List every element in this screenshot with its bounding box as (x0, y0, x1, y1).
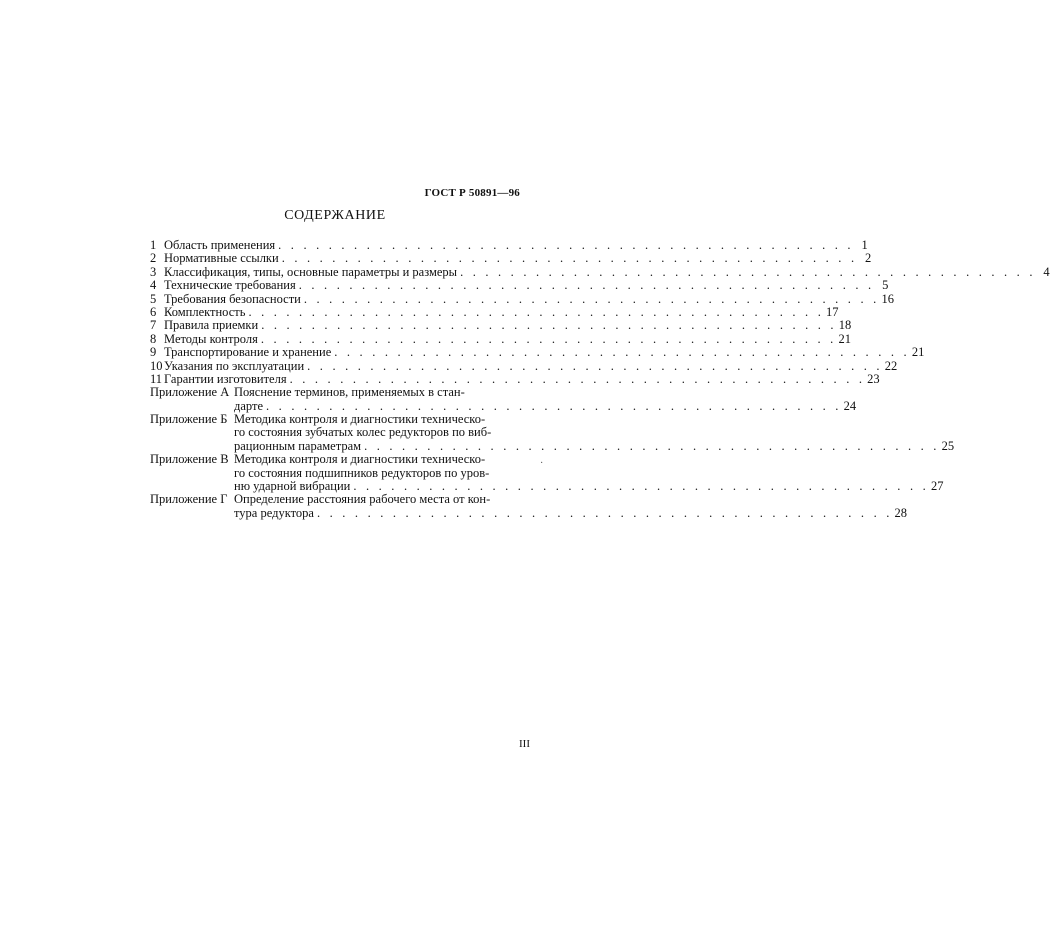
toc-entry[interactable] (150, 251, 872, 266)
toc-entry[interactable] (150, 304, 839, 319)
appendix-title-line: Методика контроля и диагностики техническо- (234, 412, 486, 427)
appendix-title-line: рационным параметрам (234, 438, 362, 453)
appendix-page: 27 (930, 479, 944, 494)
page-title: СОДЕРЖАНИЕ (284, 208, 386, 223)
toc-leader-dots: . . . . . . . . . . . . . . . . . . . . . . . . . . . . . . . . . . . . . . . . . . . . . . (307, 358, 883, 373)
toc-entry-page: 23 (867, 371, 880, 386)
toc-entry[interactable] (150, 238, 868, 252)
toc-entry-title: Нормативные ссылки (164, 251, 279, 266)
toc-entry-title: Гарантии изготовителя (164, 371, 287, 386)
appendix-title-line: го состояния зубчатых колес редукторов по виб- (234, 425, 492, 440)
stray-mark: · (540, 458, 544, 469)
toc-entry-number: 3 (150, 264, 157, 279)
toc-leader-dots: . . . . . . . . . . . . . . . . . . . . . . . . . . . . . . . . . . . . . . . . . . . . . . (334, 345, 910, 360)
appendix-title-line: Определение расстояния рабочего места от кон- (234, 492, 491, 507)
toc-entry-title: Указания по эксплуатации (164, 358, 305, 373)
toc-entry-number: 11 (150, 371, 163, 386)
toc-leader-dots: . . . . . . . . . . . . . . . . . . . . . . . . . . . . . . . . . . . . . . . . . . . . . . (248, 304, 825, 319)
appendix-label: Приложение В (150, 452, 229, 467)
toc-leader-dots: . . . . . . . . . . . . . . . . . . . . . . . . . . . . . . . . . . . . . . . . . . . . . . (364, 438, 940, 453)
toc-entry-page: 2 (865, 251, 872, 266)
toc-leader-dots: . . . . . . . . . . . . . . . . . . . . . . . . . . . . . . . . . . . . . . . . . . . . . . (278, 238, 854, 252)
toc-leader-dots: . . . . . . . . . . . . . . . . . . . . . . . . . . . . . . . . . . . . . . . . . . . . . . (298, 278, 875, 293)
toc-entry[interactable] (150, 331, 851, 346)
toc-leader-dots: . . . . . . . . . . . . . . . . . . . . . . . . . . . . . . . . . . . . . . . . . . . . . . (289, 371, 866, 386)
toc-leader-dots: . . . . . . . . . . . . . . . . . . . . . . . . . . . . . . . . . . . . . . . . . . . . . . (316, 505, 893, 520)
toc-entry-number: 9 (150, 345, 157, 360)
toc-entry-number: 2 (150, 251, 157, 266)
toc-entry-number: 8 (150, 331, 157, 346)
toc-entry-page: 5 (882, 278, 889, 293)
toc-entry-number: 7 (150, 318, 157, 333)
toc-entry-number: 1 (150, 238, 157, 252)
toc-entry-title: Технические требования (164, 278, 296, 293)
toc-leader-dots: . . . . . . . . . . . . . . . . . . . . . . . . . . . . . . . . . . . . . . . . . . . . . . (266, 398, 842, 413)
toc-entry-page: 21 (838, 331, 851, 346)
toc-entry-number: 5 (150, 291, 157, 306)
appendix-entry[interactable] (150, 492, 908, 520)
appendix-title-line: Методика контроля и диагностики техническо- (234, 452, 486, 467)
toc-entry-page: 17 (826, 304, 839, 319)
appendix-page: 25 (941, 438, 955, 453)
appendix-title-line: дарте (234, 398, 264, 413)
toc-entry-page: 4 (1043, 264, 1050, 279)
appendix-label: Приложение Б (150, 412, 228, 427)
appendix-entry[interactable] (150, 412, 955, 453)
toc-entry-title: Требования безопасности (164, 291, 301, 306)
standard-designation: ГОСТ Р 50891—96 (424, 187, 520, 199)
toc-entry-title: Классификация, типы, основные параметры и размеры (164, 264, 458, 279)
page-number: III (519, 738, 530, 750)
appendix-page: 24 (843, 398, 857, 413)
toc-leader-dots: . . . . . . . . . . . . . . . . . . . . . . . . . . . . . . . . . . . . . . . . . . . . . . (353, 479, 929, 494)
toc-entry[interactable] (150, 371, 880, 386)
toc-leader-dots: . . . . . . . . . . . . . . . . . . . . . . . . . . . . . . . . . . . . . . . . . . . . . . (281, 251, 858, 266)
appendix-entry[interactable] (150, 452, 944, 494)
toc-entry[interactable] (150, 358, 898, 373)
toc-entry-title: Транспортирование и хранение (164, 345, 332, 360)
toc-entry-number: 4 (150, 278, 157, 293)
toc-entry-page: 22 (884, 358, 898, 373)
toc-entry[interactable] (150, 345, 925, 360)
appendix-title-line: ню ударной вибрации (234, 479, 351, 494)
toc-entry-number: 6 (150, 304, 157, 319)
toc-leader-dots: . . . . . . . . . . . . . . . . . . . . . . . . . . . . . . . . . . . . . . . . . . . . . . (260, 331, 837, 346)
toc-entry-page: 1 (861, 238, 868, 252)
table-of-contents (150, 238, 1050, 520)
appendix-title-line: Пояснение терминов, применяемых в стан- (234, 385, 465, 400)
toc-entry-title: Комплектность (164, 304, 246, 319)
appendix-page: 28 (894, 505, 908, 520)
toc-entry[interactable] (150, 291, 894, 306)
toc-entry-number: 10 (150, 358, 163, 373)
toc-entry[interactable] (150, 264, 1050, 279)
appendix-entry[interactable] (150, 385, 857, 413)
toc-leader-dots: . . . . . . . . . . . . . . . . . . . . . . . . . . . . . . . . . . . . . . . . . . . . . . (460, 264, 1036, 279)
appendix-title-line: тура редуктора (234, 505, 314, 520)
toc-entry[interactable] (150, 278, 889, 293)
toc-leader-dots: . . . . . . . . . . . . . . . . . . . . . . . . . . . . . . . . . . . . . . . . . . . . . . (261, 318, 837, 333)
toc-entry[interactable] (150, 318, 852, 333)
toc-entry-title: Правила приемки (164, 318, 259, 333)
toc-entry-page: 18 (838, 318, 852, 333)
toc-entry-title: Область применения (164, 238, 276, 252)
appendix-label: Приложение Г (150, 492, 228, 507)
appendix-label: Приложение А (150, 385, 230, 400)
toc-entry-title: Методы контроля (164, 331, 258, 346)
appendix-title-line: го состояния подшипников редукторов по уров- (234, 465, 490, 480)
toc-leader-dots: . . . . . . . . . . . . . . . . . . . . . . . . . . . . . . . . . . . . . . . . . . . . . . (303, 291, 880, 306)
toc-entry-page: 16 (881, 291, 894, 306)
toc-entry-page: 21 (911, 345, 925, 360)
